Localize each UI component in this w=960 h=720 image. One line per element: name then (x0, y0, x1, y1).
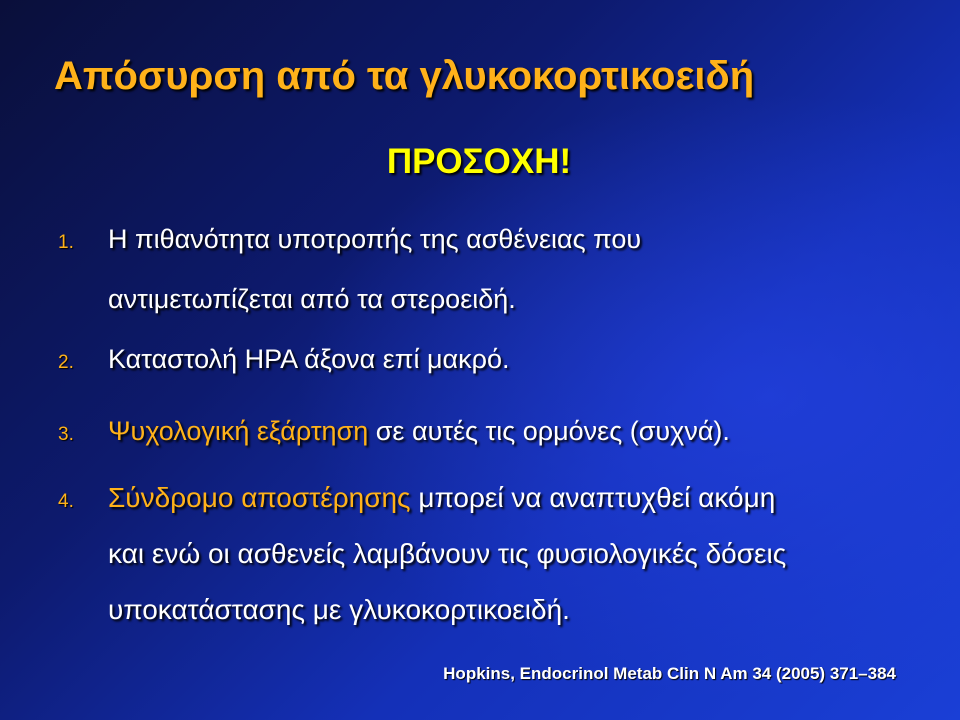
warning-heading (0, 142, 960, 182)
reference-citation: Hopkins, Endocrinol Metab Clin N Am 34 (2005) 371–384 (443, 664, 896, 683)
warning-text: ΠΡΟΣΟΧΗ! (386, 142, 572, 181)
list-item-3-rest: σε αυτές τις ορμόνες (συχνά). (368, 416, 730, 446)
list-item-1-line-2: αντιμετωπίζεται από τα στεροειδή. (108, 284, 516, 314)
slide-title: Απόσυρση από τα γλυκοκορτικοειδή (54, 54, 755, 98)
list-item-4-highlight: Σύνδρομο αποστέρησης (108, 482, 411, 513)
list-item-4-line-2: και ενώ οι ασθενείς λαμβάνουν τις φυσιολογικές δόσεις (108, 538, 787, 569)
list-number-3: 3. (58, 424, 74, 445)
list-item-3-highlight: Ψυχολογική εξάρτηση (108, 416, 369, 446)
list-number-2: 2. (58, 352, 74, 373)
list-item-2-line-1: Καταστολή HPA άξονα επί μακρό. (108, 344, 510, 374)
list-item-4-line-1 (108, 482, 775, 514)
list-number-1: 1. (58, 232, 74, 253)
list-item-1-line-1: Η πιθανότητα υποτροπής της ασθένειας που (108, 224, 642, 254)
list-item-4-line-3: υποκατάστασης με γλυκοκορτικοειδή. (108, 594, 570, 625)
list-item-4-rest: μπορεί να αναπτυχθεί ακόμη (410, 482, 776, 513)
list-item-3-text (108, 416, 730, 447)
list-number-4: 4. (58, 491, 74, 512)
